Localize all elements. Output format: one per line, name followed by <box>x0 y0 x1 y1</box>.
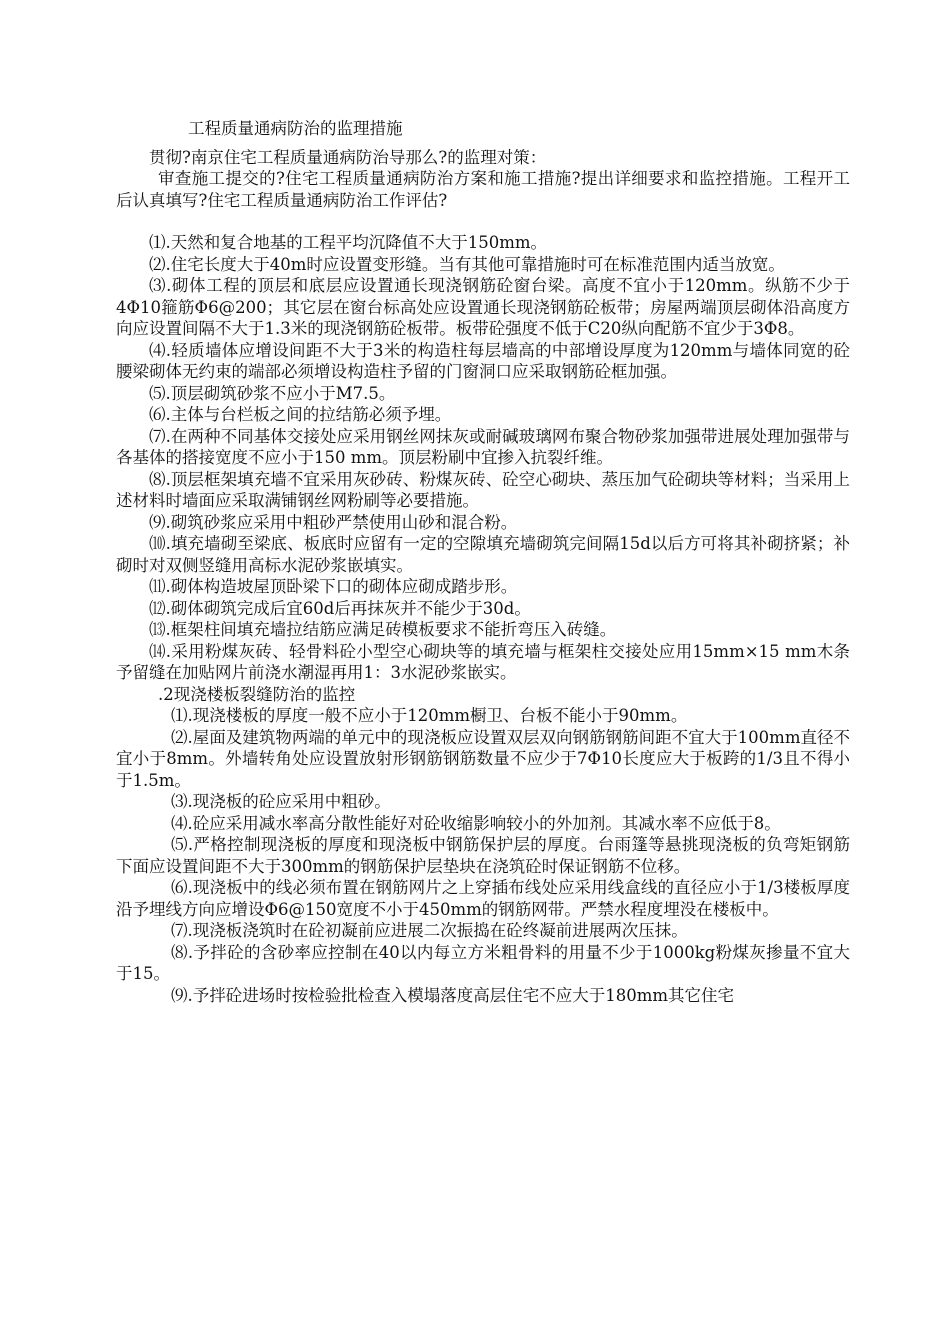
clause-1-6: ⑹.主体与台栏板之间的拉结筋必须予埋。 <box>149 405 452 424</box>
clause-1-2: ⑵.住宅长度大于40m时应设置变形缝。当有其他可靠措施时可在标准范围内适当放宽。 <box>149 254 785 274</box>
clause-1-13: ⒀.框架柱间填充墙拉结筋应满足砖模板要求不能折弯压入砖缝。 <box>149 620 617 639</box>
clause-2-9: ⑼.予拌砼进场时按检验批检查入模塌落度高层住宅不应大于180mm其它住宅 <box>171 985 735 1005</box>
intro-paragraph: 审查施工提交的?住宅工程质量通病防治方案和施工措施?提出详细要求和监控措施。工程开工后认真填写?住宅工程质量通病防治工作评估? <box>116 169 850 210</box>
clause-2-2: ⑵.屋面及建筑物两端的单元中的现浇板应设置双层双向钢筋钢筋间距不宜大于100mm直径不宜小于8mm。外墙转角处应设置放射形钢筋钢筋数量不应少于7Φ10长度应大于板跨的1/3且不得小于1.5m。 <box>116 727 850 790</box>
clause-1-3: ⑶.砌体工程的顶层和底层应设置通长现浇钢筋砼窗台梁。高度不宜小于120mm。纵筋不少于4Φ10箍筋Φ6@200；其它层在窗台标高处应设置通长现浇钢筋砼板带；房屋两端顶层砌体沿高度方向应设置间隔不大于1.3米的现浇钢筋砼板带。板带砼强度不低于C20纵向配筋不宜少于3Φ8。 <box>116 276 850 338</box>
clause-2-5: ⑸.严格控制现浇板的厚度和现浇板中钢筋保护层的厚度。台雨篷等悬挑现浇板的负弯矩钢筋下面应设置间距不大于300mm的钢筋保护层垫块在浇筑砼时保证钢筋不位移。 <box>116 835 850 876</box>
clause-1-14: ⒁.采用粉煤灰砖、轻骨料砼小型空心砌块等的填充墙与框架柱交接处应用15mm×15 mm木条予留缝在加贴网片前浇水潮湿再用1：3水泥砂浆嵌实。 <box>116 641 850 682</box>
clause-1-10: ⑽.填充墙砌至梁底、板底时应留有一定的空隙填充墙砌筑完间隔15d以后方可将其补砌挤紧；补砌时对双侧竖缝用高标水泥砂浆嵌填实。 <box>116 534 850 575</box>
clause-1-9: ⑼.砌筑砂浆应采用中粗砂严禁使用山砂和混合粉。 <box>149 512 518 532</box>
clause-2-7: ⑺.现浇板浇筑时在砼初凝前应进展二次振捣在砼终凝前进展两次压抹。 <box>171 921 688 940</box>
section-heading: .2现浇楼板裂缝防治的监控 <box>158 684 356 704</box>
paragraph-gap <box>116 211 850 232</box>
clause-1-11: ⑾.砌体构造坡屋顶卧梁下口的砌体应砌成踏步形。 <box>149 577 518 596</box>
clause-1-8: ⑻.顶层框架填充墙不宜采用灰砂砖、粉煤灰砖、砼空心砌块、蒸压加气砼砌块等材料；当采用上述材料时墙面应采取满铺钢丝网粉刷等必要措施。 <box>116 469 850 510</box>
document-title: 工程质量通病防治的监理措施 <box>188 119 403 138</box>
clause-1-5: ⑸.顶层砌筑砂浆不应小于M7.5。 <box>149 383 396 403</box>
clause-2-8: ⑻.予拌砼的含砂率应控制在40以内每立方米粗骨料的用量不少于1000kg粉煤灰掺量不宜大于15。 <box>116 942 850 983</box>
document-page <box>116 118 850 1006</box>
clause-2-4: ⑷.砼应采用减水率高分散性能好对砼收缩影响较小的外加剂。其减水率不应低于8。 <box>171 813 781 833</box>
clause-1-1: ⑴.天然和复合地基的工程平均沉降值不大于150mm。 <box>149 233 548 252</box>
clause-2-1: ⑴.现浇楼板的厚度一般不应小于120mm橱卫、台板不能小于90mm。 <box>171 706 688 725</box>
clause-2-3: ⑶.现浇板的砼应采用中粗砂。 <box>171 792 391 811</box>
clause-2-6: ⑹.现浇板中的线必须布置在钢筋网片之上穿插布线处应采用线盒线的直径应小于1/3楼板厚度沿予埋线方向应增设Φ6@150宽度不小于450mm的钢筋网带。严禁水程度埋没在楼板中。 <box>116 878 850 919</box>
clause-1-7: ⑺.在两种不同基体交接处应采用钢丝网抹灰或耐碱玻璃网布聚合物砂浆加强带进展处理加强带与各基体的搭接宽度不应小于150 mm。顶层粉刷中宜掺入抗裂纤维。 <box>116 426 850 467</box>
clause-1-4: ⑷.轻质墙体应增设间距不大于3米的构造柱每层墙高的中部增设厚度为120mm与墙体同宽的砼腰梁砌体无约束的端部必须增设构造柱予留的门窗洞口应采取钢筋砼框加强。 <box>116 340 850 381</box>
intro-line: 贯彻?南京住宅工程质量通病防治导那么?的监理对策： <box>149 147 547 167</box>
clause-1-12: ⑿.砌体砌筑完成后宜60d后再抹灰并不能少于30d。 <box>149 598 531 618</box>
